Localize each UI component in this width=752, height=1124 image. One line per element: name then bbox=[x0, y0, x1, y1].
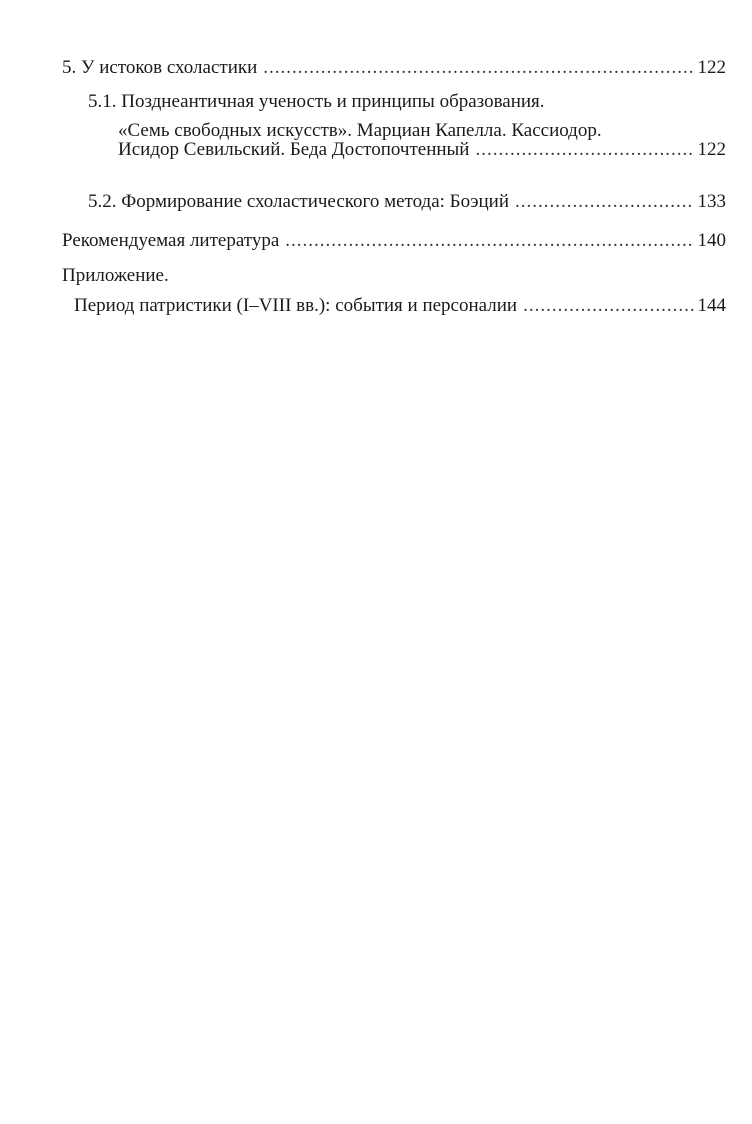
toc-entry-appendix-line2[interactable] bbox=[74, 294, 726, 318]
dot-leader bbox=[515, 190, 694, 214]
toc-page-number: 122 bbox=[697, 139, 726, 160]
toc-entry-appendix-line1[interactable] bbox=[62, 264, 169, 288]
toc-entry-title: 5. У истоков схоластики bbox=[62, 57, 258, 78]
toc-entry-ch5-1-line3[interactable] bbox=[118, 138, 726, 162]
dot-leader bbox=[263, 56, 693, 80]
toc-entry-title: 5.2. Формирование схоластического метода: Боэций bbox=[88, 191, 509, 212]
dot-leader bbox=[523, 294, 693, 318]
toc-page-number: 133 bbox=[697, 191, 726, 212]
toc-entry-title: Приложение. bbox=[62, 265, 169, 286]
toc-entry-title: «Семь свободных искусств». Марциан Капелла. Кассиодор. bbox=[118, 120, 602, 141]
toc-entry-ch5-1-line1[interactable] bbox=[88, 90, 545, 114]
toc-page-number: 144 bbox=[697, 295, 726, 316]
toc-page-number: 140 bbox=[697, 230, 726, 251]
dot-leader bbox=[475, 138, 693, 162]
toc-entry-title: Рекомендуемая литература bbox=[62, 230, 280, 251]
toc-entry-title: Исидор Севильский. Беда Достопочтенный bbox=[118, 139, 470, 160]
toc-entry-literature[interactable] bbox=[62, 229, 726, 253]
toc-entry-ch5[interactable] bbox=[62, 56, 726, 80]
toc-page-number: 122 bbox=[697, 57, 726, 78]
toc-entry-title: 5.1. Позднеантичная ученость и принципы образования. bbox=[88, 91, 545, 112]
toc-entry-title: Период патристики (I–VIII вв.): события и персоналии bbox=[74, 295, 518, 316]
toc-entry-ch5-2[interactable] bbox=[88, 190, 726, 214]
dot-leader bbox=[285, 229, 693, 253]
